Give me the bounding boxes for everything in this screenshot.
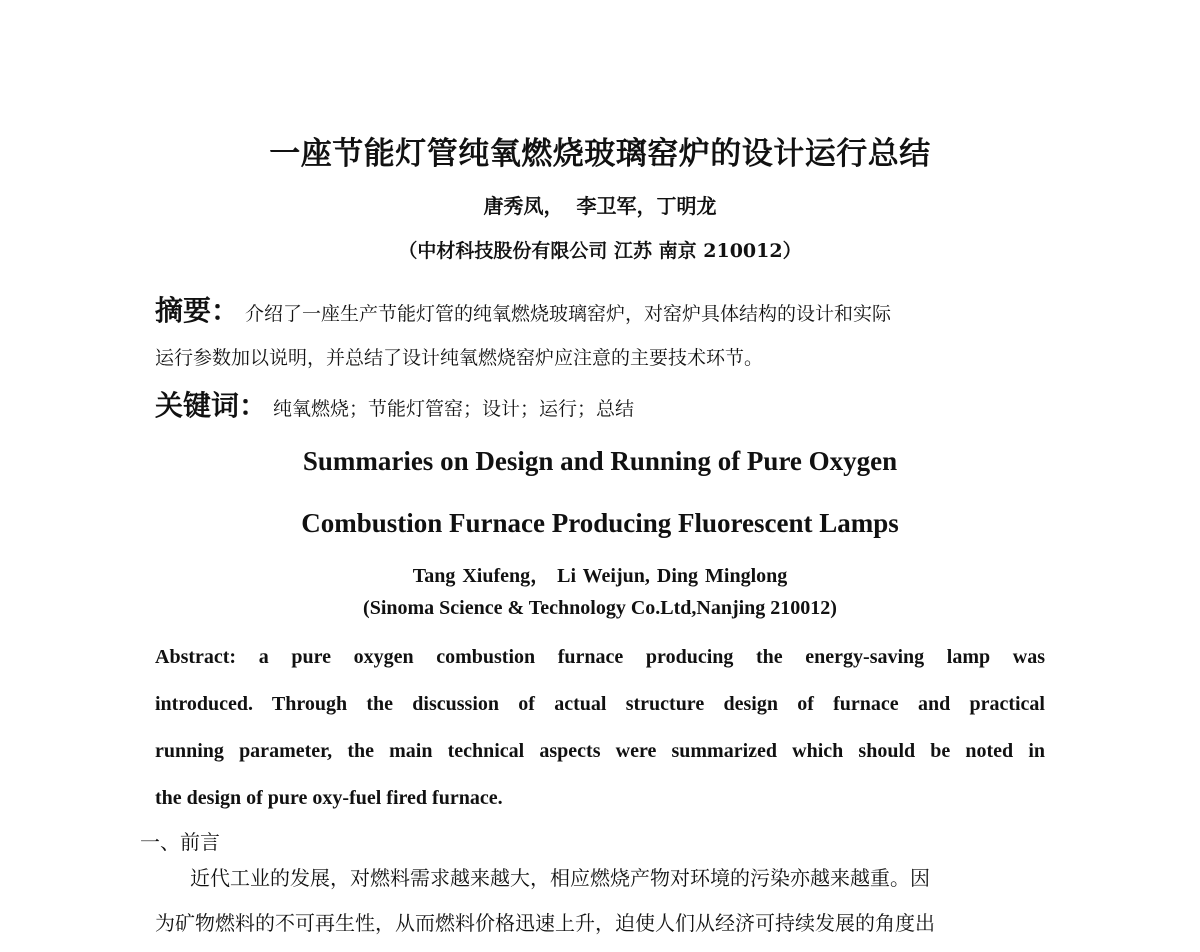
chinese-affiliation: （中材科技股份有限公司 江苏 南京 210012）	[398, 240, 802, 262]
english-abstract-line-1: Abstract: a pure oxygen combustion furnace producing the energy-saving lamp was	[155, 646, 1045, 668]
english-title-line-2: Combustion Furnace Producing Fluorescent Lamps	[301, 508, 899, 538]
english-title-line-1: Summaries on Design and Running of Pure Oxygen	[302, 446, 898, 476]
english-abstract-line-2: introduced. Through the discussion of actual structure design of furnace and practical	[155, 693, 1045, 715]
chinese-abstract-line-2: 运行参数加以说明，并总结了设计纯氧燃烧窑炉应注意的主要技术环节。	[155, 347, 764, 369]
chinese-authors: 唐秀凤， 李卫军，丁明龙	[483, 194, 717, 218]
english-abstract-line-3: running parameter, the main technical aspects were summarized which should be noted in	[155, 740, 1045, 762]
chinese-title: 一座节能灯管纯氧燃烧玻璃窑炉的设计运行总结	[269, 136, 931, 172]
section-heading: 一、前言	[140, 830, 220, 854]
english-authors: Tang Xiufeng， Li Weijun, Ding Minglong	[412, 565, 788, 587]
keywords-text: 纯氧燃烧；节能灯管窑；设计；运行；总结	[273, 398, 635, 420]
keywords-label: 关键词：	[155, 389, 268, 422]
body-paragraph-line-2: 为矿物燃料的不可再生性，从而燃料价格迅速上升，迫使人们从经济可持续发展的角度出	[155, 911, 935, 935]
abstract-label: 摘要：	[155, 294, 240, 327]
english-abstract-line-4: the design of pure oxy-fuel fired furnace.	[155, 787, 503, 809]
english-affiliation: (Sinoma Science & Technology Co.Ltd,Nanjing 210012)	[363, 597, 837, 619]
body-paragraph-line-1: 近代工业的发展，对燃料需求越来越大，相应燃烧产物对环境的污染亦越来越重。因	[190, 866, 930, 890]
chinese-abstract-line-1	[155, 289, 1045, 329]
keywords-line	[155, 384, 1045, 424]
chinese-abstract-text: 介绍了一座生产节能灯管的纯氧燃烧玻璃窑炉，对窑炉具体结构的设计和实际	[245, 303, 892, 325]
